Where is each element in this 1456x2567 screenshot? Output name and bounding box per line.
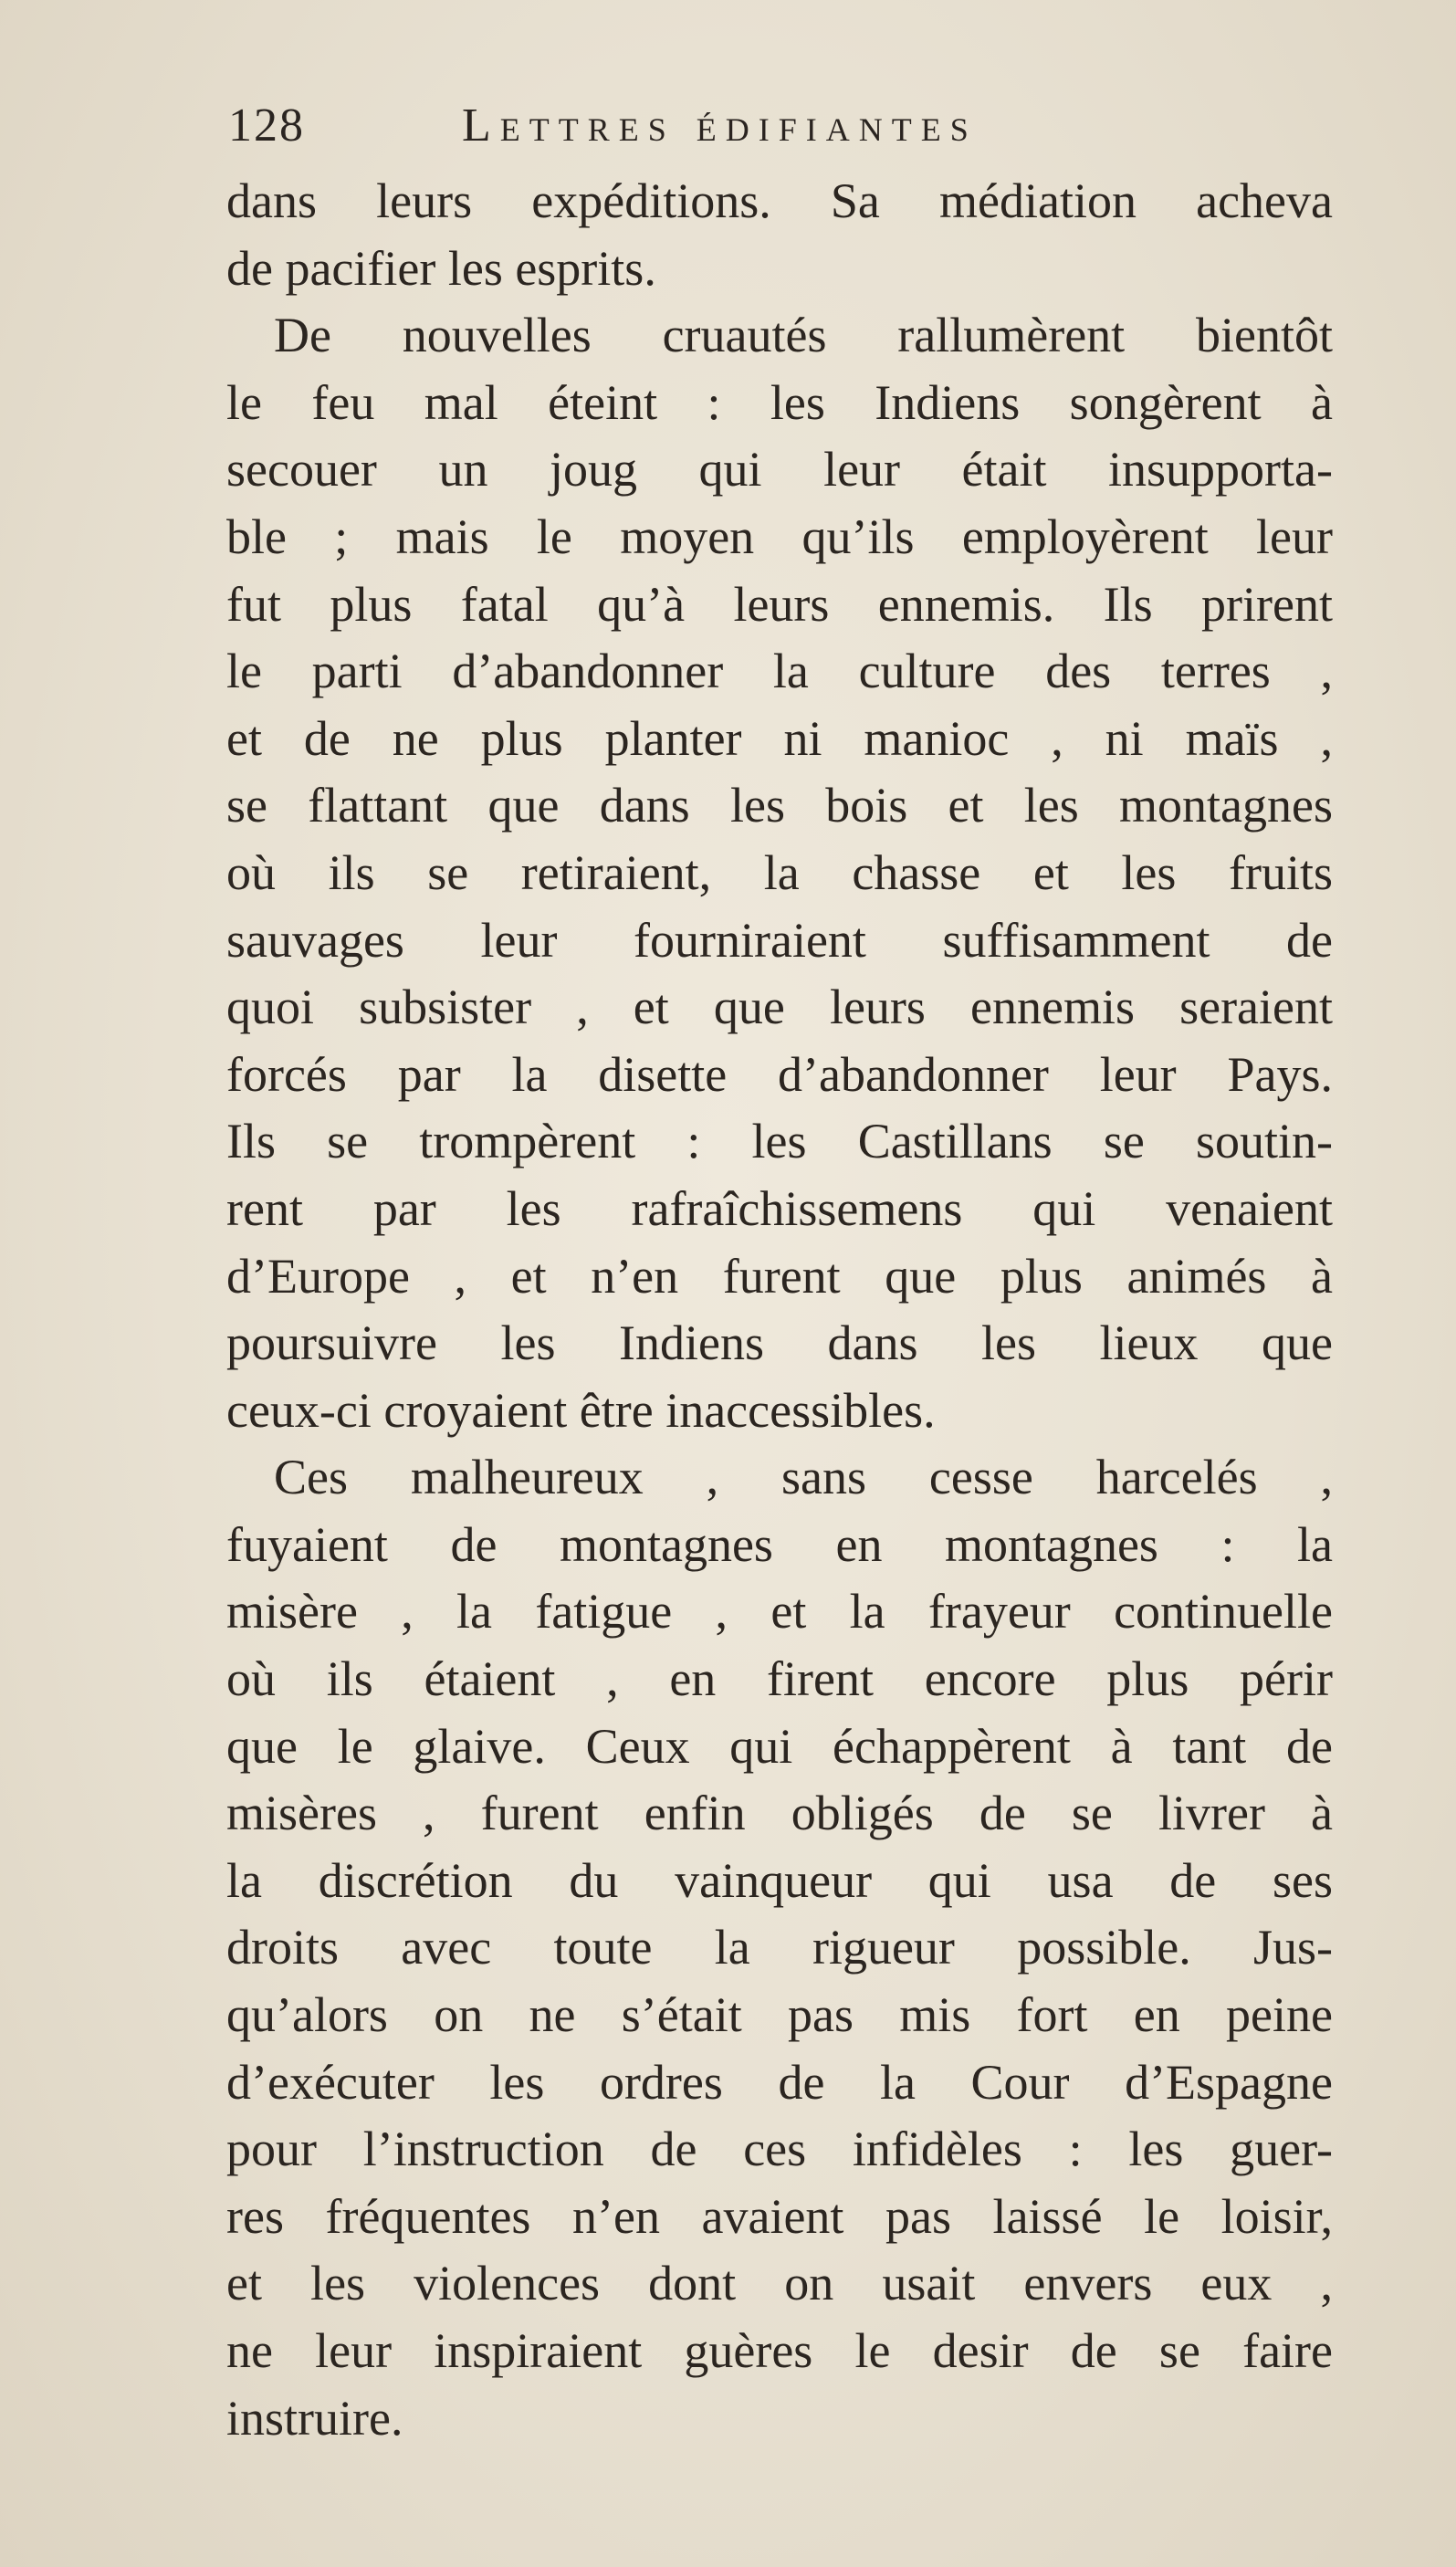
text-line: de pacifier les esprits.	[226, 240, 656, 296]
text-line: fut plus fatal qu’à leurs ennemis. Ils prirent	[226, 576, 1333, 632]
text-line: se flattant que dans les bois et les montagnes	[226, 778, 1333, 833]
text-line: le feu mal éteint : les Indiens songèrent à	[226, 374, 1333, 430]
running-title: Lettres édifiantes	[462, 100, 978, 152]
text-line: quoi subsister , et que leurs ennemis seraient	[226, 980, 1333, 1035]
text-line: la discrétion du vainqueur qui usa de ses	[226, 1852, 1333, 1908]
text-line: et de ne plus planter ni manioc , ni maïs ,	[226, 710, 1333, 766]
text-line: sauvages leur fourniraient suffisamment de	[226, 912, 1333, 968]
page-header	[228, 99, 1296, 162]
text-line: que le glaive. Ceux qui échappèrent à tant de	[226, 1718, 1333, 1774]
text-line: fuyaient de montagnes en montagnes : la	[226, 1516, 1333, 1572]
text-line: et les violences dont on usait envers eux ,	[226, 2256, 1333, 2311]
text-line: misère , la fatigue , et la frayeur continuelle	[226, 1584, 1333, 1640]
text-line: d’exécuter les ordres de la Cour d’Espagne	[226, 2054, 1333, 2110]
text-line: misères , furent enfin obligés de se livrer à	[226, 1786, 1333, 1841]
text-line: instruire.	[226, 2390, 403, 2446]
text-line: rent par les rafraîchissemens qui venaient	[226, 1180, 1333, 1236]
text-line: Ces malheureux , sans cesse harcelés ,	[274, 1450, 1333, 1505]
text-line: droits avec toute la rigueur possible. Jus-	[226, 1920, 1333, 1975]
text-line: ne leur inspiraient guères le desir de se faire	[226, 2323, 1333, 2378]
page-number: 128	[228, 100, 305, 152]
text-line: où ils étaient , en firent encore plus périr	[226, 1651, 1333, 1707]
text-line: le parti d’abandonner la culture des terres ,	[226, 644, 1333, 699]
text-line: ceux-ci croyaient être inaccessibles.	[226, 1382, 936, 1438]
text-line: De nouvelles cruautés rallumèrent bientôt	[274, 308, 1333, 363]
text-line: forcés par la disette d’abandonner leur Pays.	[226, 1046, 1333, 1102]
text-line: secouer un joug qui leur était insupporta-	[226, 442, 1333, 498]
text-line: res fréquentes n’en avaient pas laissé le loisir,	[226, 2188, 1333, 2244]
text-line: pour l’instruction de ces infidèles : les guer-	[226, 2122, 1333, 2177]
text-line: Ils se trompèrent : les Castillans se soutin-	[226, 1114, 1333, 1169]
text-line: poursuivre les Indiens dans les lieux que	[226, 1315, 1333, 1371]
text-line: qu’alors on ne s’était pas mis fort en peine	[226, 1987, 1333, 2043]
text-line: ble ; mais le moyen qu’ils employèrent leur	[226, 508, 1333, 564]
body-text	[226, 168, 1333, 2452]
text-line: où ils se retiraient, la chasse et les fruits	[226, 844, 1333, 900]
text-line: dans leurs expéditions. Sa médiation acheva	[226, 173, 1333, 228]
text-line: d’Europe , et n’en furent que plus animés à	[226, 1248, 1333, 1304]
